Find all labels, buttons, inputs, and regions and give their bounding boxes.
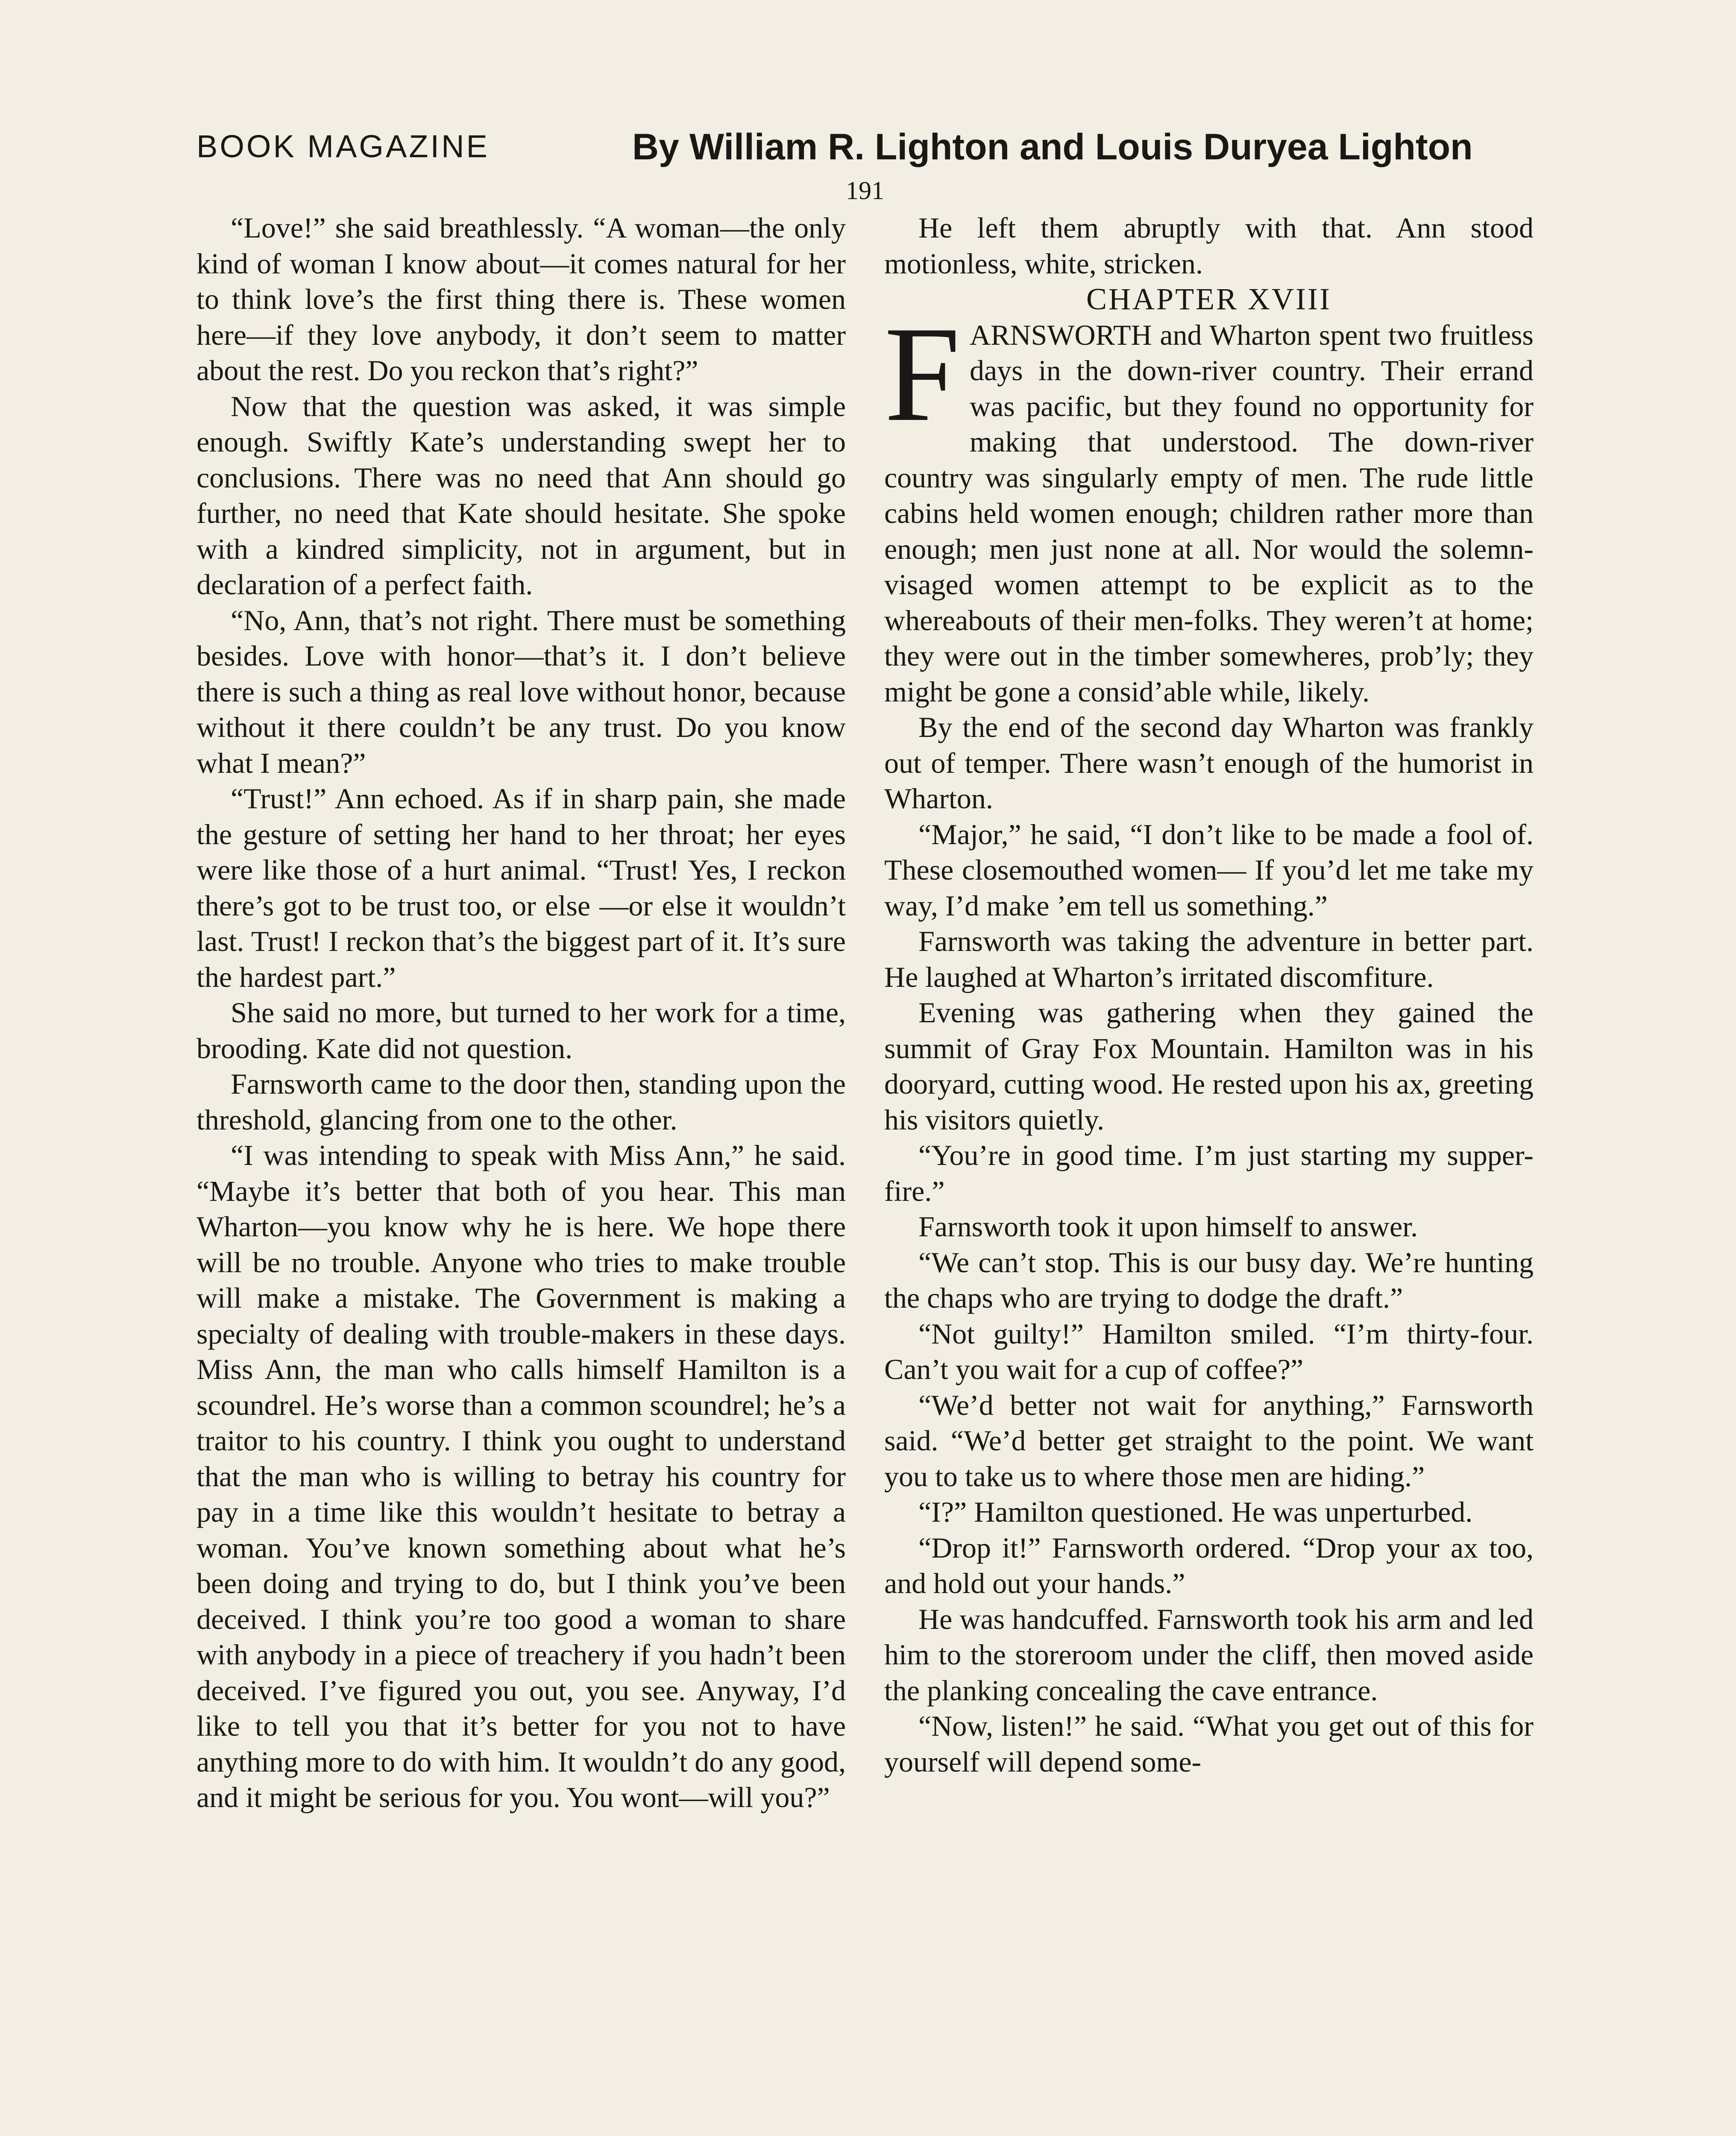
left-column — [196, 210, 846, 1816]
first-paragraph-text: ARNSWORTH and Wharton spent two fruitless days in the down-river country. Their errand was pacific, but they found no opportunity for making that understood. The down-river country was singularly empty of men. The rude little cabins held women enough; children rather more than enough; men just none at all. Nor would the solemn-visaged women attempt to be explicit as to the whereabouts of their men-folks. They weren’t at home; they were out in the timber somewheres, prob’ly; they might be gone a consid’able while, likely. — [884, 318, 1534, 708]
paragraph: Farnsworth took it upon himself to answer. — [918, 1210, 1418, 1243]
paragraph: He left them abruptly with that. Ann stood motionless, white, stricken. — [884, 211, 1534, 280]
right-column — [884, 210, 1534, 1780]
paragraph: “Trust!” Ann echoed. As if in sharp pain, she made the gesture of setting her hand to her throat; her eyes were like those of a hurt animal. “Trust! Yes, I reckon there’s got to be trust too, or else —or else it wouldn’t last. Trust! I reckon that’s the biggest part of it. It’s sure the hardest part.” — [196, 782, 846, 993]
paragraph: By the end of the second day Wharton was frankly out of temper. There wasn’t enough of the humorist in Wharton. — [884, 711, 1534, 815]
paragraph: She said no more, but turned to her work for a time, brooding. Kate did not question. — [196, 996, 846, 1065]
paragraph: “Now, listen!” he said. “What you get out of this for yourself will depend some- — [884, 1710, 1534, 1778]
running-header-magazine: BOOK MAGAZINE — [196, 129, 490, 164]
page-number: 191 — [846, 176, 884, 205]
paragraph: He was handcuffed. Farnsworth took his arm and led him to the storeroom under the cliff, then moved aside the planking concealing the cave entrance. — [884, 1602, 1534, 1707]
paragraph: “We’d better not wait for anything,” Farnsworth said. “We’d better get straight to the point. We want you to take us to where those men are hiding.” — [884, 1388, 1534, 1493]
paragraph: Evening was gathering when they gained the summit of Gray Fox Mountain. Hamilton was in his dooryard, cutting wood. He rested upon his ax, greeting his visitors quietly. — [884, 996, 1534, 1136]
paragraph: Farnsworth came to the door then, standing upon the threshold, glancing from one to the other. — [196, 1068, 846, 1136]
paragraph: “Not guilty!” Hamilton smiled. “I’m thirty-four. Can’t you wait for a cup of coffee?” — [884, 1317, 1534, 1385]
paragraph: “Major,” he said, “I don’t like to be made a fool of. These closemouthed women— If you’d let me take my way, I’d make ’em tell us something.” — [884, 818, 1534, 922]
paragraph: “We can’t stop. This is our busy day. We’re hunting the chaps who are trying to dodge the draft.” — [884, 1246, 1534, 1314]
paragraph: Now that the question was asked, it was simple enough. Swiftly Kate’s understanding swept her to conclusions. There was no need that Ann should go further, no need that Kate should hesitate. She spoke with a kindred simplicity, not in argument, but in declaration of a perfect faith. — [196, 390, 846, 601]
paragraph: “I was intending to speak with Miss Ann,” he said. “Maybe it’s better that both of you hear. This man Wharton—you know why he is here. We hope there will be no trouble. Anyone who tries to make trouble will make a mistake. The Government is making a specialty of dealing with trouble-makers in these days. Miss Ann, the man who calls himself Hamilton is a scoundrel. He’s worse than a common scoundrel; he’s a traitor to his country. I think you ought to understand that the man who is willing to betray his country for pay in a time like this wouldn’t hesitate to betray a woman. You’ve known something about what he’s been doing and trying to do, but I think you’ve been deceived. I think you’re too good a woman to share with anybody in a piece of treachery if you hadn’t been deceived. I’ve figured you out, you see. Anyway, I’d like to tell you that it’s better for you not to have anything more to do with him. It wouldn’t do any good, and it might be serious for you. You wont—will you?” — [196, 1139, 846, 1813]
drop-cap-letter: F — [884, 298, 960, 450]
chapter-heading: CHAPTER XVIII — [1086, 282, 1331, 316]
running-header-byline: By William R. Lighton and Louis Duryea Lighton — [632, 126, 1473, 167]
paragraph: “Drop it!” Farnsworth ordered. “Drop your ax too, and hold out your hands.” — [884, 1531, 1534, 1599]
paragraph: Farnsworth was taking the adventure in better part. He laughed at Wharton’s irritated discomfiture. — [884, 925, 1534, 993]
paragraph: “Love!” she said breathlessly. “A woman—the only kind of woman I know about—it comes natural for her to think love’s the first thing there is. These women here—if they love anybody, it don’t seem to matter about the rest. Do you reckon that’s right?” — [196, 211, 846, 387]
paragraph: “You’re in good time. I’m just starting my supper-fire.” — [884, 1139, 1534, 1207]
paragraph: “I?” Hamilton questioned. He was unperturbed. — [918, 1496, 1473, 1528]
paragraph: “No, Ann, that’s not right. There must be something besides. Love with honor—that’s it. I don’t believe there is such a thing as real love without honor, because without it there couldn’t be any trust. Do you know what I mean?” — [196, 604, 846, 779]
